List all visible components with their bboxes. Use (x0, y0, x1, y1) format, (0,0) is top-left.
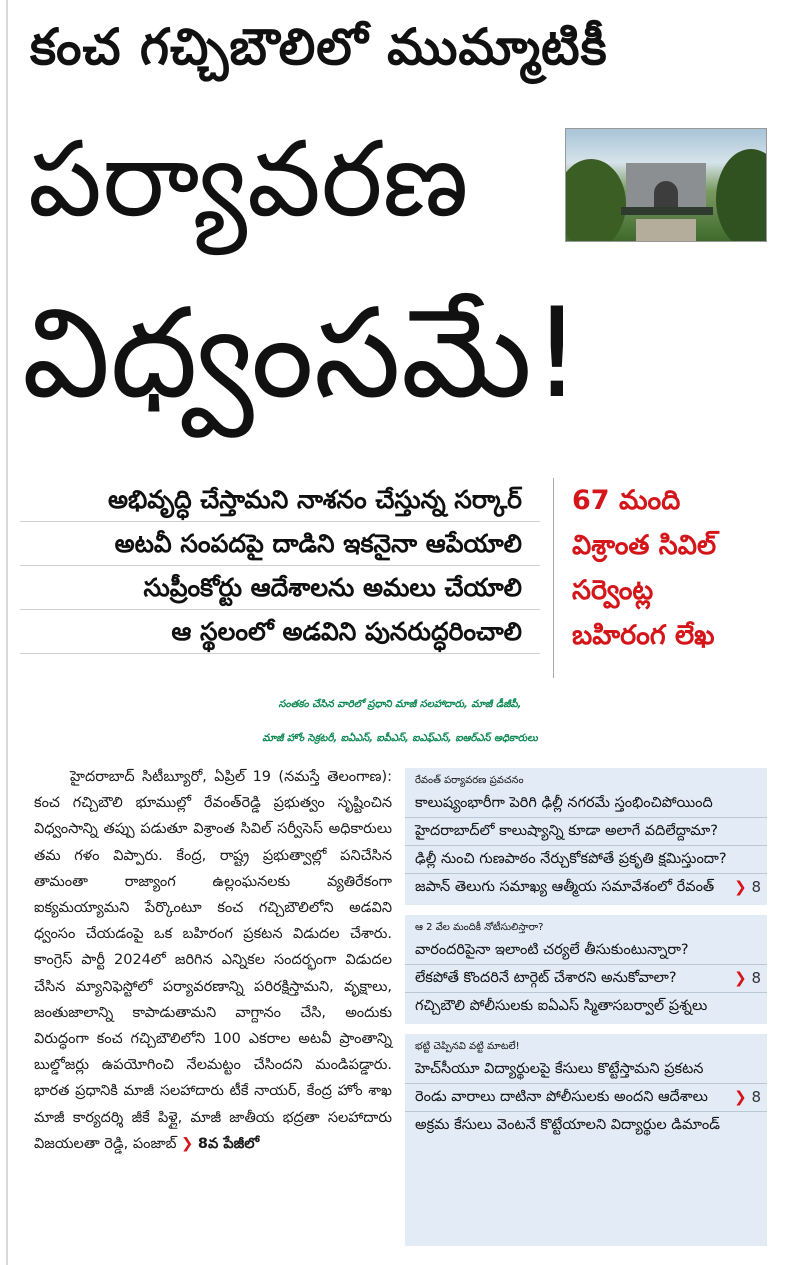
story-line-text: వారందరిపైనా ఇలాంటి చర్యలే తీసుకుంటున్నారా? (415, 942, 689, 958)
story-line (405, 993, 767, 1020)
page-ref-number: 8 (751, 1088, 761, 1106)
story-line (405, 1084, 767, 1112)
bullet-line: అభివృద్ధి చేస్తామని నాశనం చేస్తున్న సర్కార్ (20, 478, 540, 522)
signatories-line2: మాజీ హోం సెక్రటరీ, ఐఏఎస్‌, ఐపీఎస్‌, ఐఎఫ్‌ఎస్‌, ఐఆర్‌ఎస్‌ అధికారులు (262, 733, 538, 744)
sidebox-line: విశ్రాంత సివిల్ (572, 530, 717, 561)
story-line (405, 1056, 767, 1084)
story-line (405, 818, 767, 846)
story-line (405, 1112, 767, 1139)
chevron-right-icon: ❯ (734, 878, 747, 896)
open-letter-sidebox (572, 478, 772, 658)
story-line-text: ఢిల్లీ నుంచి గుణపాఠం నేర్చుకోకపోతే ప్రకృతి క్షమిస్తుందా? (415, 851, 727, 867)
box-separator (405, 1024, 767, 1034)
page-ref[interactable] (734, 874, 761, 901)
page-ref-number: 8 (751, 878, 761, 896)
story-line-text: రెండు వారాలు దాటినా పోలీసులకు అందని ఆదేశాలు (415, 1089, 708, 1105)
story-line (405, 937, 767, 965)
story-line-text: లేకపోతే కొందరినే టార్గెట్‌ చేశారని అనుకోవాలా? (415, 970, 677, 986)
page-ref-number: 8 (751, 969, 761, 987)
related-stories-column (405, 768, 767, 1246)
photo-tree-right (716, 149, 767, 242)
bullet-line: సుప్రీంకోర్టు ఆదేశాలను అమలు చేయాలి (20, 566, 540, 610)
story-line (405, 790, 767, 818)
sidebox-line: బహిరంగ లేఖ (572, 620, 715, 651)
page-left-rule (6, 0, 8, 1265)
chevron-right-icon: ❯ (734, 1088, 747, 1106)
photo-road (636, 219, 696, 242)
jump-arrow-icon: ❯ (181, 1135, 194, 1152)
story-line-text: హెచ్‌సీయూ విద్యార్థులపై కేసులు కొట్టేస్తామని ప్రకటన (415, 1061, 704, 1077)
story-line (405, 965, 767, 993)
chevron-right-icon: ❯ (734, 969, 747, 987)
article-text: హైదరాబాద్‌ సిటీబ్యూరో, ఏప్రిల్‌ 19 (నమస్తే తెలంగాణ): కంచ గచ్చిబౌలి భూముల్లో రేవంత్‌రెడ్డి ప్రభుత్వం సృష్టించిన విధ్వంసాన్ని తప్పు పడుతూ విశ్రాంత సివిల్‌ సర్వీసెస్‌ అధికారులు తమ గళం విప్పారు. కేంద్ర, రాష్ట్ర ప్రభుత్వాల్లో పనిచేసిన తామంతా రాజ్యాంగ ఉల్లంఘనలకు వ్యతిరేకంగా ఐక్యమయ్యామని పేర్కొంటూ కంచ గచ్చిబౌలిలోని అడవిని ధ్వంసం చేయడంపై ఒక బహిరంగ ప్రకటన విడుదల చేశారు. కాంగ్రెస్‌ పార్టీ 2024లో జరిగిన ఎన్నికల సందర్భంగా విడుదల చేసిన మ్యానిఫెస్టోలో పర్యావరణాన్ని పరిరక్షిస్తామని, వృక్షాలు, జంతుజాలాన్ని కాపాడుతామని వాగ్దానం చేసి, అందుకు విరుద్ధంగా కంచ గచ్చిబౌలిలోని 100 ఎకరాల అటవీ ప్రాంతాన్ని బుల్డోజర్లు ఉపయోగించి నేలమట్టం చేసిందని మండిపడ్డారు. భారత ప్రధానికి మాజీ సలహాదారు టీకే నాయర్‌, కేంద్ర హోం శాఖ మాజీ కార్యదర్శి జీకే పిళ్లై, మాజీ జాతీయ భద్రతా సలహాదారు విజయలతా రెడ్డి, పంజాబ్‌ (34, 769, 392, 1152)
signatories-line1: సంతకం చేసిన వారిలో ప్రధాని మాజీ సలహాదారు, మాజీ డీజీపీ, (278, 699, 522, 710)
story-line-text: జపాన్‌ తెలుగు సమాఖ్య ఆత్మీయ సమావేశంలో రేవంత్‌ (415, 879, 715, 895)
highlight-bullets (20, 478, 540, 654)
main-headline-line1: పర్యావరణ (28, 118, 469, 240)
story-title[interactable]: ఆ 2 వేల మందికీ నోటీసులిస్తారా? (415, 922, 544, 933)
page-ref[interactable] (734, 1084, 761, 1111)
photo-tree-left (565, 159, 626, 242)
story-line (405, 874, 767, 901)
campus-photo (565, 128, 767, 242)
bullet-line: ఆ స్థలంలో అడవిని పునరుద్ధరించాలి (20, 610, 540, 654)
story-title[interactable]: రేవంత్‌ పర్యావరణ ప్రవచనం (415, 775, 524, 786)
story-box-bhatti (405, 1034, 767, 1143)
page-ref[interactable] (734, 965, 761, 992)
bullet-line: అటవీ సంపదపై దాడిని ఇకనైనా ఆపేయాలి (20, 522, 540, 566)
sidebox-line: సర్వెంట్ల (572, 575, 654, 606)
photo-signboard (621, 207, 713, 215)
story-line (405, 846, 767, 874)
signatories-strap (0, 688, 800, 756)
continued-link[interactable]: 8వ పేజీలో (197, 1135, 260, 1152)
sidebox-line: 67 మంది (572, 485, 681, 516)
story-line-text: అక్రమ కేసులు వెంటనే కొట్టేయాలని విద్యార్థుల డిమాండ్‌ (415, 1117, 720, 1133)
article-body (34, 764, 392, 1157)
kicker-headline: కంచ గచ్చిబౌలిలో ముమ్మాటికీ (30, 18, 608, 76)
box-separator (405, 905, 767, 915)
vertical-divider (553, 478, 554, 678)
story-box-revanth (405, 768, 767, 905)
story-box-notices (405, 915, 767, 1024)
main-headline-line2: విధ్వంసమే! (22, 282, 582, 426)
story-line-text: కాలుష్యంభారీగా పెరిగి ఢిల్లీ నగరమే స్తంభించిపోయింది (415, 795, 713, 811)
story-title[interactable]: భట్టి చెప్పినవి వట్టి మాటలే! (415, 1041, 520, 1052)
story-line-text: హైదరాబాద్‌లో కాలుష్యాన్ని కూడా అలాగే వదిలేద్దామా? (415, 823, 718, 839)
story-line-text: గచ్చిబౌలి పోలీసులకు ఐఏఎస్‌ స్మితాసబర్వాల్‌ ప్రశ్నలు (415, 998, 708, 1014)
